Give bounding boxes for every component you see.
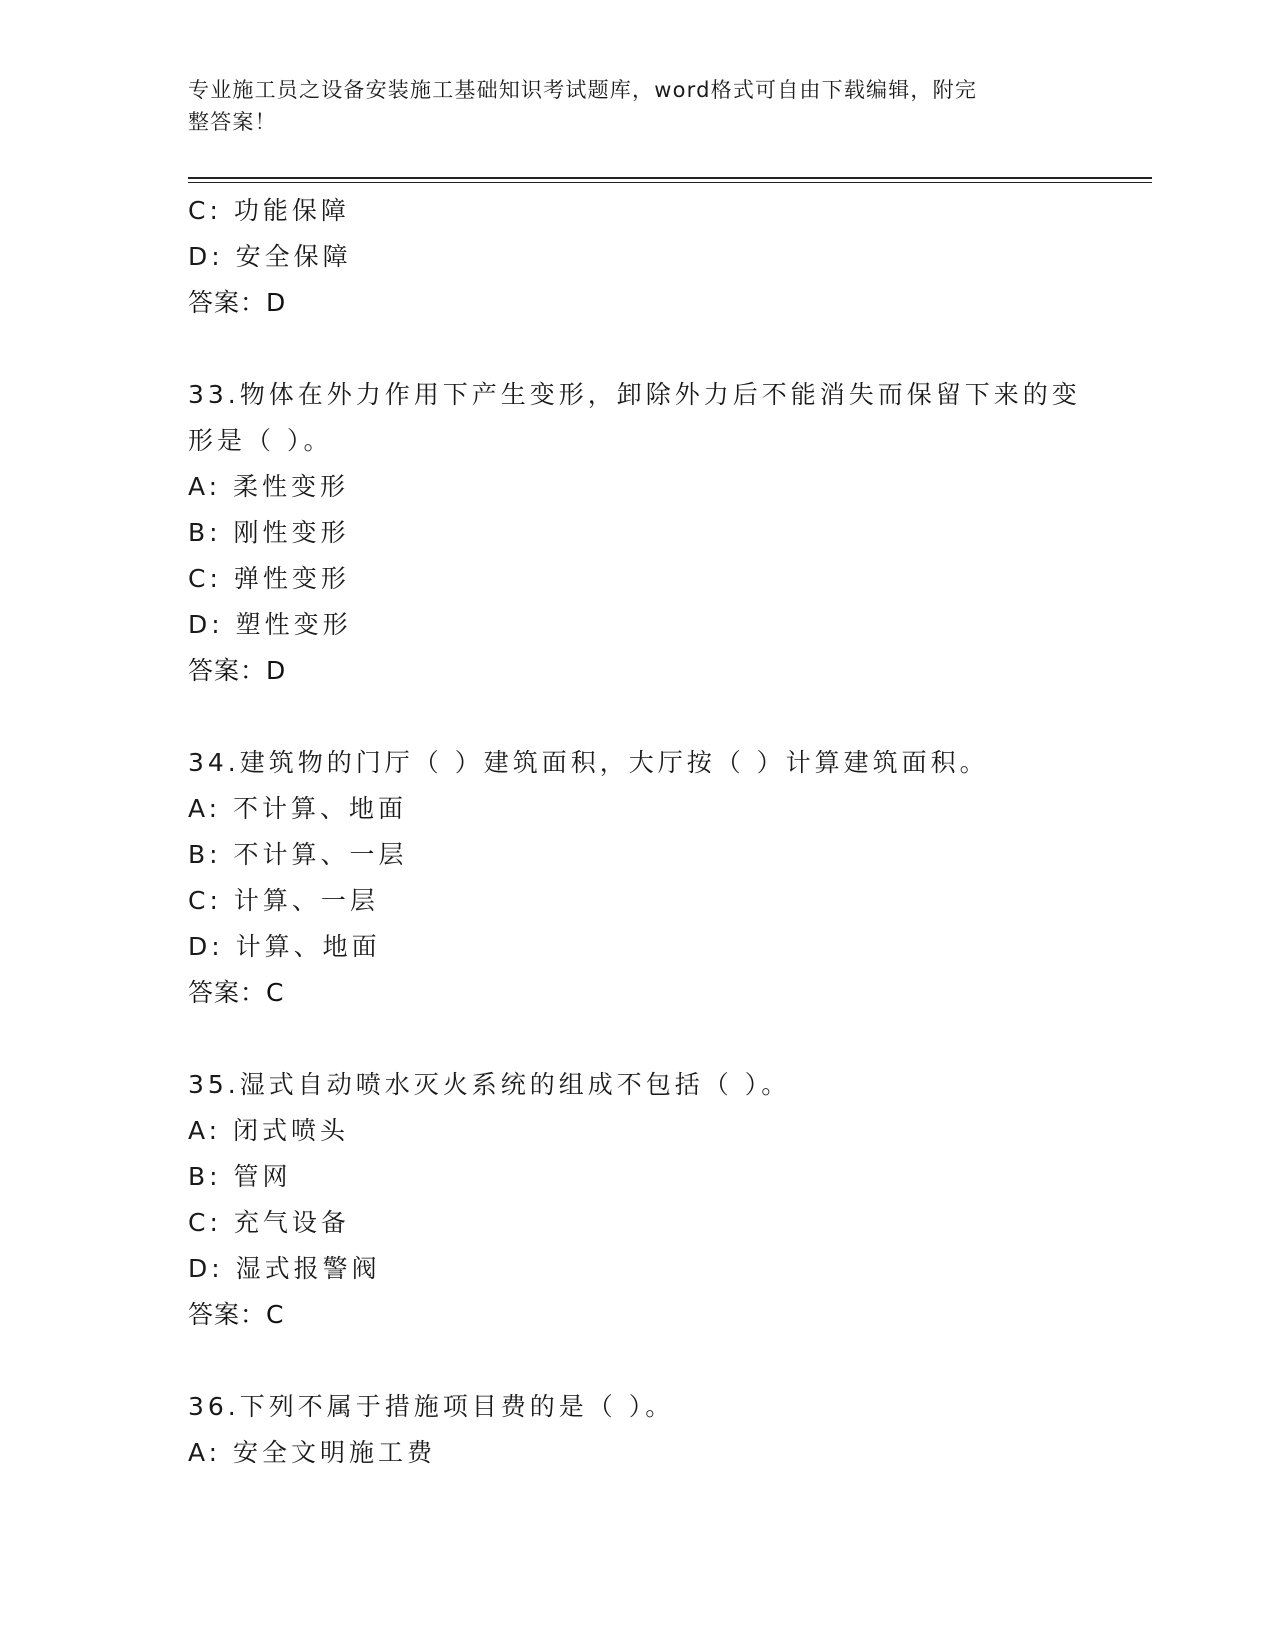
- question-33-line-2: 形是（ ）。: [188, 426, 333, 455]
- option-b: B: 管网: [188, 1162, 292, 1191]
- header-line-2: 整答案！: [188, 110, 277, 134]
- spacer: [188, 694, 1148, 740]
- option-a: A: 不计算、地面: [188, 794, 408, 823]
- answer-line: 答案：C: [188, 1300, 285, 1329]
- option-d: D: 安全保障: [188, 242, 352, 271]
- option-b: B: 不计算、一层: [188, 840, 408, 869]
- answer-line: 答案：D: [188, 288, 287, 317]
- option-a: A: 闭式喷头: [188, 1116, 350, 1145]
- question-36: 36.下列不属于措施项目费的是（ ）。: [188, 1392, 675, 1421]
- option-d: D: 湿式报警阀: [188, 1254, 381, 1283]
- option-a: A: 柔性变形: [188, 472, 350, 501]
- question-34: 34.建筑物的门厅（ ）建筑面积，大厅按（ ）计算建筑面积。: [188, 748, 989, 777]
- spacer: [188, 326, 1148, 372]
- answer-line: 答案：C: [188, 978, 285, 1007]
- spacer: [188, 1338, 1148, 1384]
- question-35: 35.湿式自动喷水灭火系统的组成不包括（ ）。: [188, 1070, 791, 1099]
- question-list: [188, 188, 1148, 1476]
- option-b: B: 刚性变形: [188, 518, 350, 547]
- header-divider-thick: [188, 177, 1152, 179]
- option-d: D: 塑性变形: [188, 610, 352, 639]
- spacer: [188, 1016, 1148, 1062]
- answer-line: 答案：D: [188, 656, 287, 685]
- question-33-line-1: 33.物体在外力作用下产生变形，卸除外力后不能消失而保留下来的变: [188, 380, 1081, 409]
- option-c: C: 充气设备: [188, 1208, 350, 1237]
- header-divider-thin: [188, 182, 1152, 183]
- option-c: C: 功能保障: [188, 196, 350, 225]
- document-header: [188, 74, 1068, 138]
- option-a: A: 安全文明施工费: [188, 1438, 437, 1467]
- option-d: D: 计算、地面: [188, 932, 381, 961]
- option-c: C: 弹性变形: [188, 564, 350, 593]
- header-line-1: 专业施工员之设备安装施工基础知识考试题库，word格式可自由下载编辑，附完: [188, 78, 978, 102]
- option-c: C: 计算、一层: [188, 886, 379, 915]
